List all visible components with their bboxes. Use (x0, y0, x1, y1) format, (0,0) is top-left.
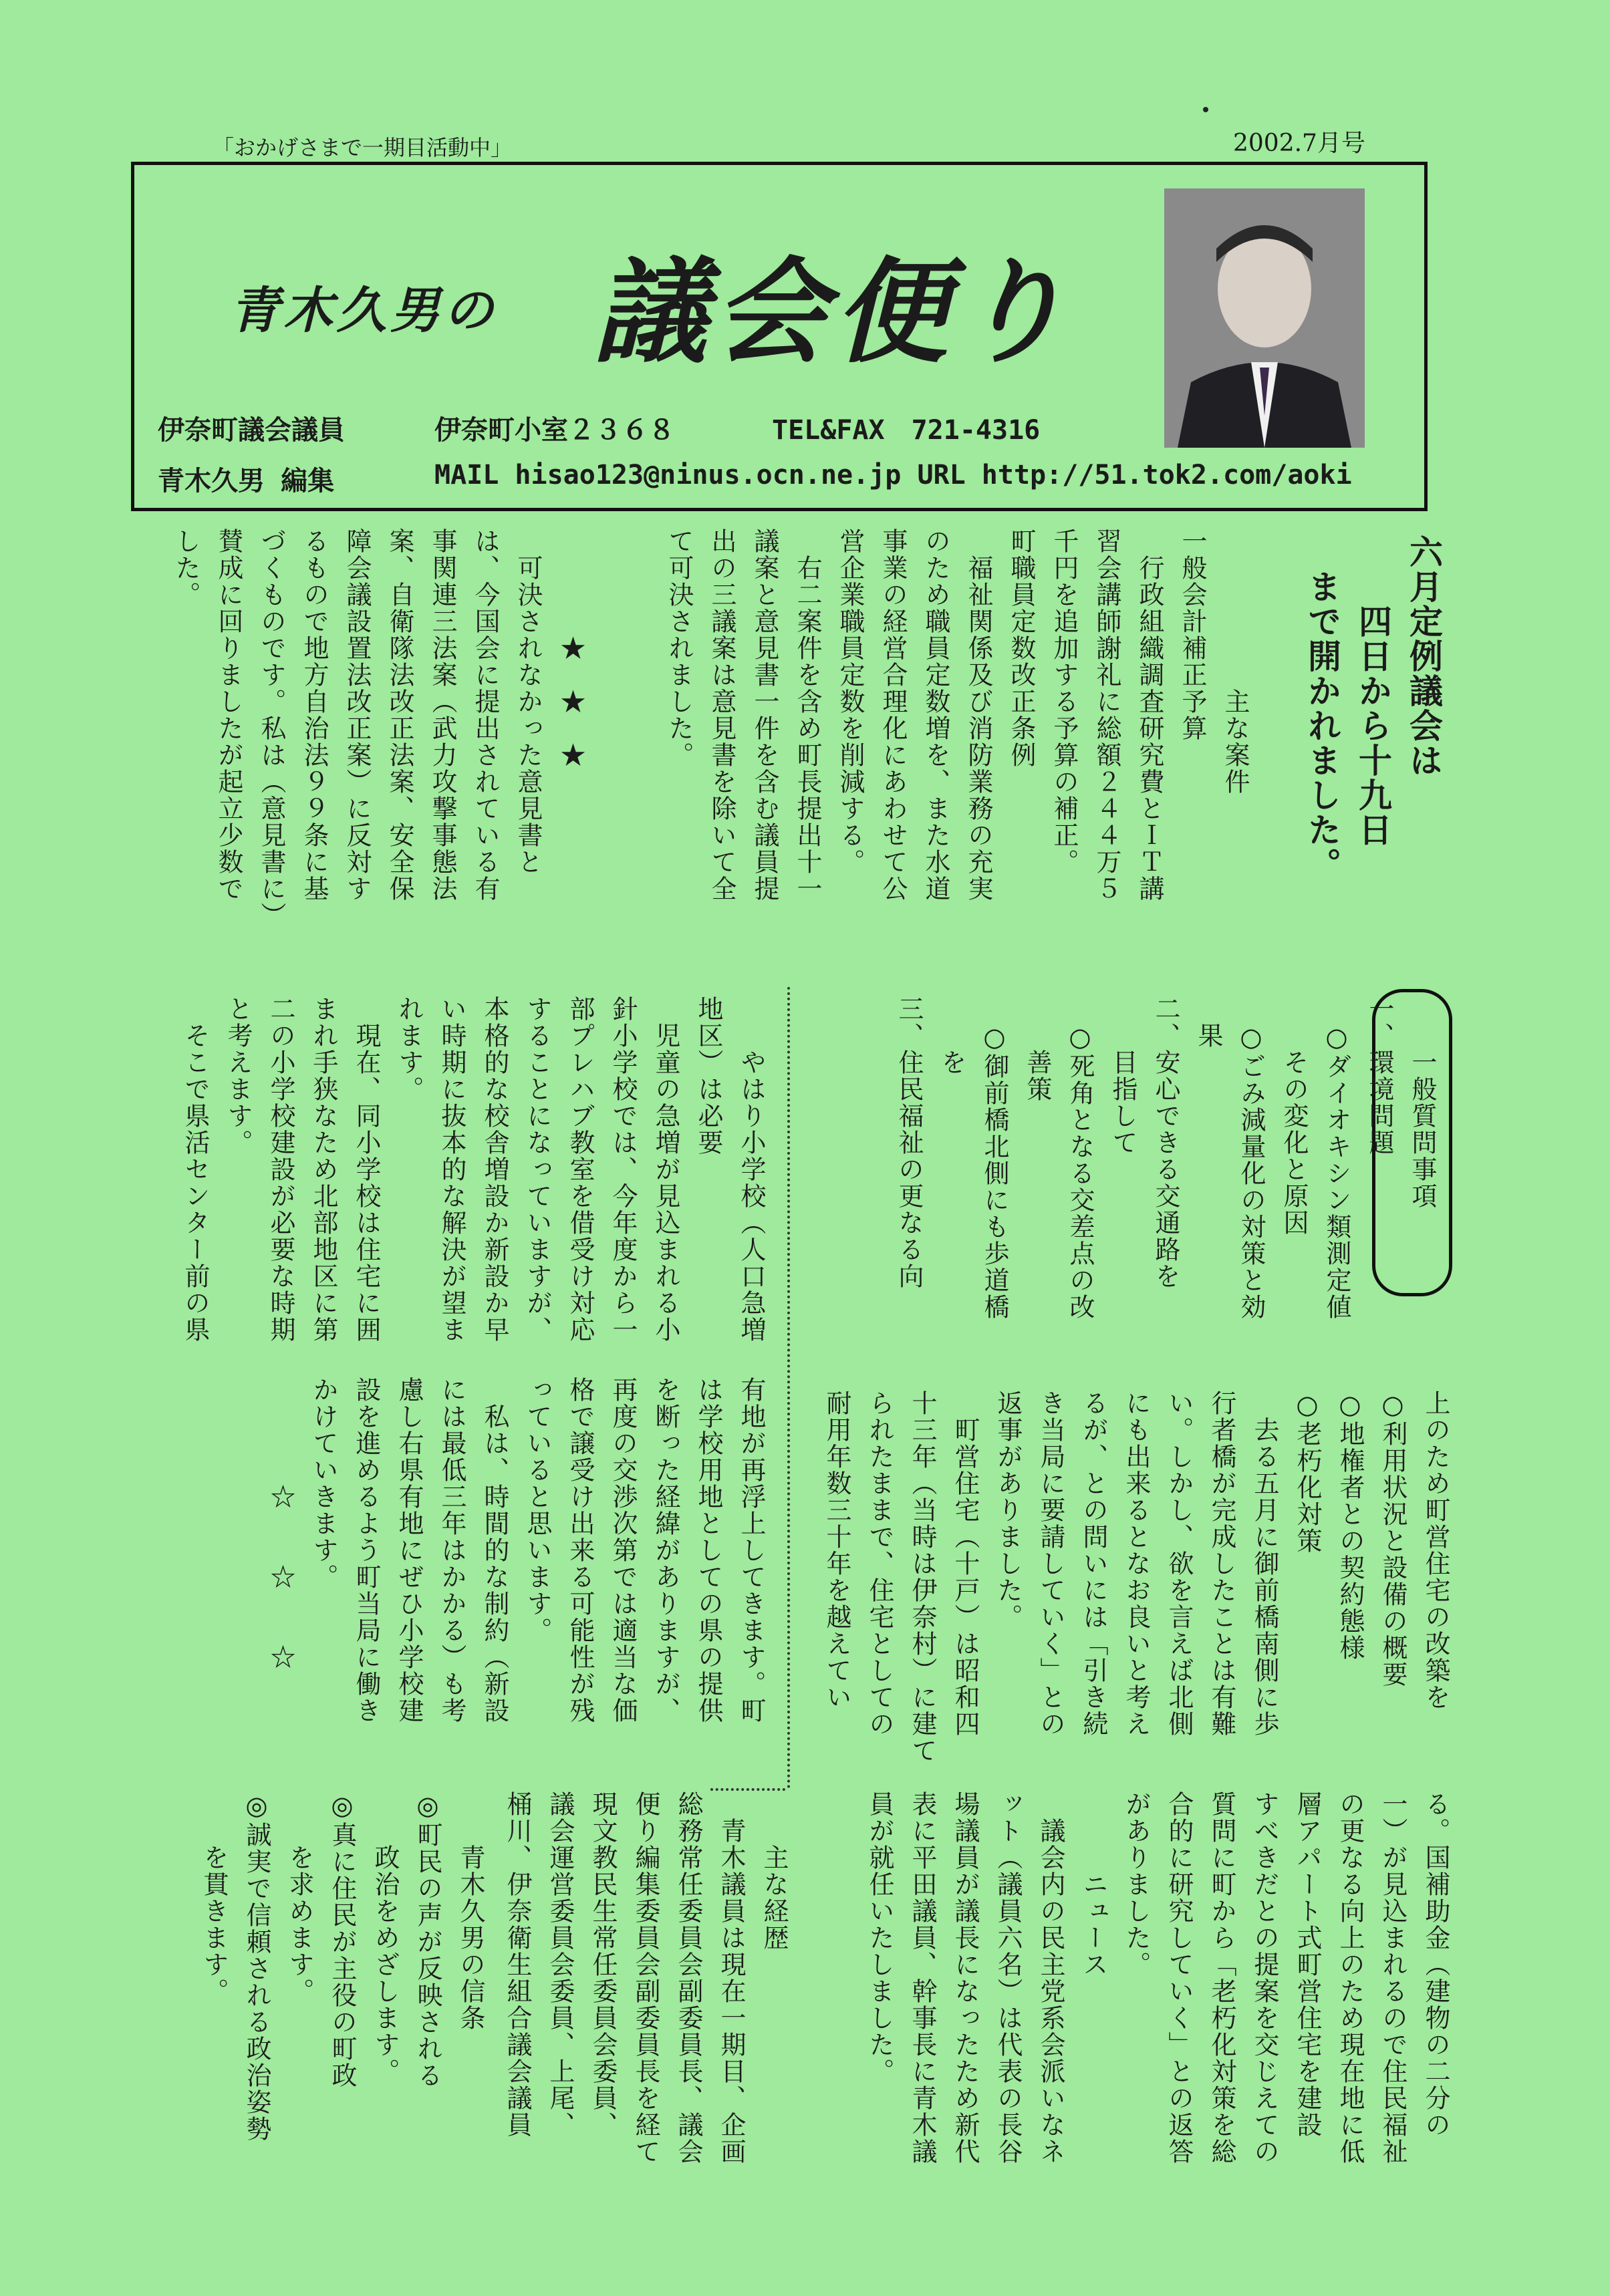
main-agenda-column: 主な案件 一般会計補正予算 行政組織調査研究費とＩＴ講 習会講師謝礼に総額２４４万５ 千円を追加する予算の補正。 町職員定数改正条例 福祉関係及び消防業務の充実 のため職員定数増を、また水道 事業の経営合理化にあわせて公 営企業職員定数を削減する。 右二案件を含め町長提出十一 議案と意見書一件を含む議員提 出の三議案は意見書を除いて全 て可決されました。 (664, 528, 1250, 902)
elementary-school-column: やはり小学校（人口急増地区）は必要 児童の急増が見込まれる小 針小学校では、今年度から一 部プレハブ教室を借受け対応 することになっていますが、 本格的な校舎増設か新設か早 い時期に抜本的な解決が望ま れます。 現在、同小学校は住宅に囲 まれ手狭なため北部地区に第 二の小学校建設が必要な時期 と考えます。 そこで県活センター前の県 (180, 996, 766, 1343)
general-questions-column: 一般質問事項 一、環境問題 ○ダイオキシン類測定値 その変化と原因 ○ごみ減量化の対策と効 果 二、安心できる交通路を 目指して ○死角となる交差点の改 善策 ○御前橋北側にも歩道橋 を 三、住民福祉の更なる向 (894, 996, 1437, 1320)
creed-column: 青木久男の信条 ◎町民の声が反映される 政治をめざします。 ◎真に住民が主役の町政 を求めます。 ◎誠実で信頼される政治姿勢 を貫きます。 (199, 1791, 485, 2142)
tagline: 「おかげさまで一期目活動中」 (213, 135, 513, 160)
news-column: る。国補助金（建物の二分の 一）が見込まれるので住民福祉 の更なる向上のため現在地に低 層アパート式町営住宅を建設 すべきだとの提案を交じえての 質問に町から「老朽化対策を総 合的に研究していく」との返答 がありました。 ニュース 議会内の民主党系会派いなネ ット（議員六名）は代表の長谷 場議員が議長になったため新代 表に平田議員、幹事長に青木議 員が就任いたしました。 (865, 1791, 1450, 2165)
dotted-divider (787, 987, 790, 1789)
tel-fax: TEL&FAX 721-4316 (772, 415, 1041, 446)
portrait-photo (1164, 188, 1365, 448)
editor: 青木久男 編集 (158, 466, 335, 496)
portrait-photo-icon (1164, 188, 1365, 448)
school-land-column: 有地が再浮上してきます。町 は学校用地としての県の提供 を断った経緯がありますが、 再度の交渉次第では適当な価 格で譲受け出来る可能性が残 っていると思います。 私は、時間的な制約（新設 には最低三年はかかる）も考 慮し右県有地にぜひ小学校建 設を進めるよう町当局に働き かけていきます。 ☆ ☆ ☆ (266, 1377, 766, 1724)
decorative-dot (1203, 107, 1208, 112)
address: 伊奈町小室２３６８ (434, 415, 675, 446)
mail-url: MAIL hisao123@ninus.ocn.ne.jp URL http://51.tok2.com/aoki (434, 460, 1352, 490)
housing-question-column: 上のため町営住宅の改築を ○利用状況と設備の概要 ○地権者との契約態様 ○老朽化対策 去る五月に御前橋南側に歩 行者橋が完成したことは有難 い。しかし、欲を言えば北側 にも出来るとなお良いと考え るが、との問いには「引き続 き当局に要請していく」との 返事がありました。 町営住宅（十戸）は昭和四 十三年（当時は伊奈村）に建て られたままで、住宅としての 耐用年数三十年を越えてい (822, 1390, 1450, 1764)
newsletter-title: 議会便り (593, 247, 1075, 379)
career-column: 主な経歴 青木議員は現在一期目、企画 総務常任委員会副委員長、議会 便り編集委員会副委員長を経て 現文教民生常任委員会委員、 議会運営委員会委員、上尾、 桶川、伊奈衛生組合議会議員 (503, 1791, 789, 2165)
unpassed-resolution-column: ★ ★ ★ 可決されなかった意見書と は、今国会に提出されている有 事関連三法案（武力攻撃事態法 案、自衛隊法改正法案、安全保 障会議設置法改正案）に反対す るもので地方自治法９９条に基 づくものです。私は（意見書に） 賛成に回りましたが起立少数で した。 (171, 528, 585, 929)
title-name: 青木久男の (230, 282, 497, 339)
member-role: 伊奈町議会議員 (158, 415, 345, 446)
issue-date: 2002.7月号 (1233, 130, 1365, 157)
session-announcement: 六月定例議会は 四日から十九日 まで開かれました。 (1303, 535, 1444, 882)
